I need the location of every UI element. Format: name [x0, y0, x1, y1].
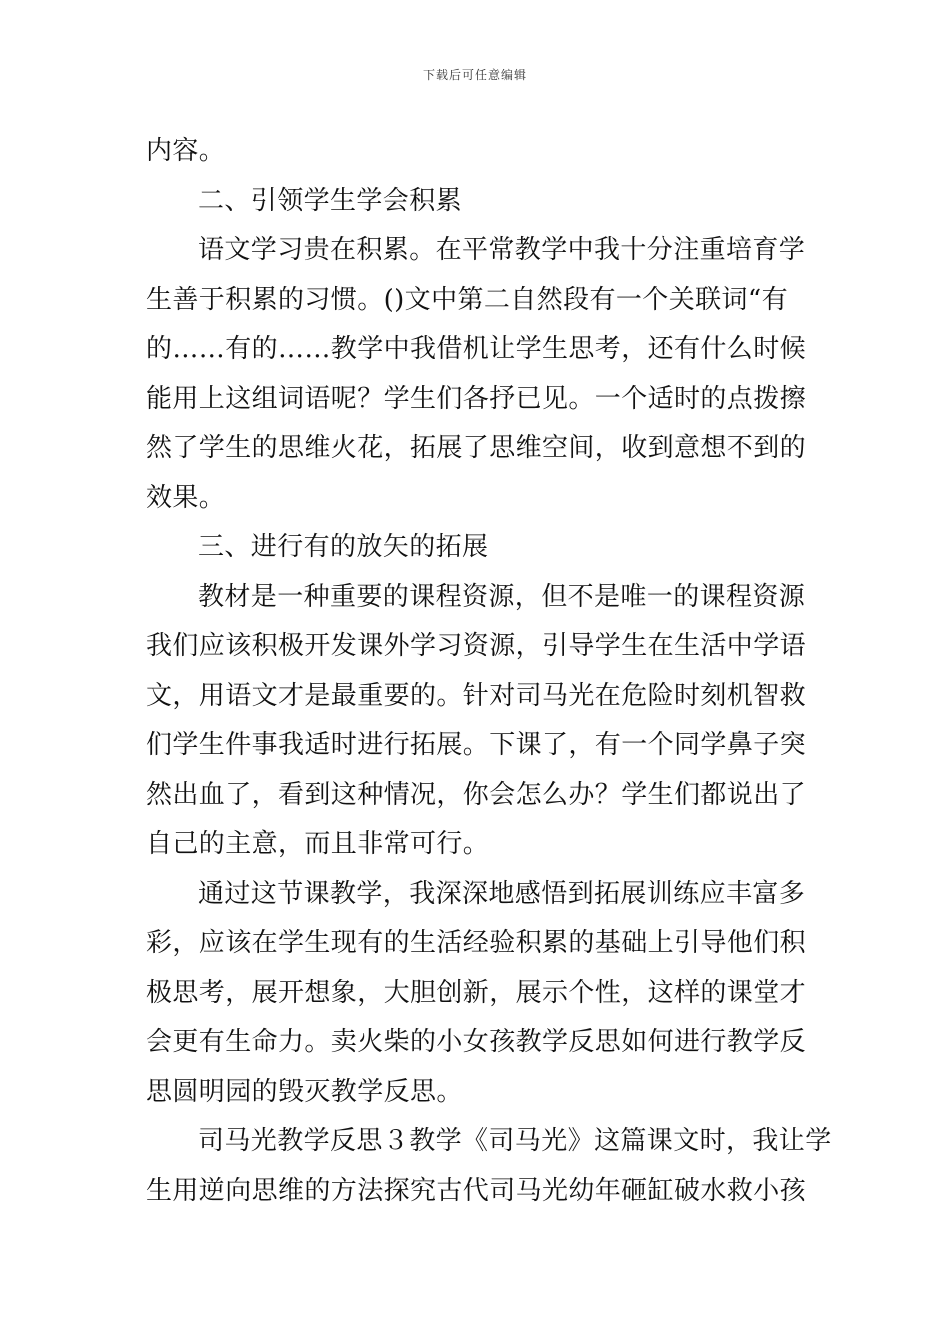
text-line: 通过这节课教学，我深深地感悟到拓展训练应丰富多 — [198, 878, 806, 909]
text-line: 然了学生的思维火花，拓展了思维空间，收到意想不到的 — [146, 433, 807, 463]
text-line: 能用上这组词语呢？学生们各抒已见。一个适时的点拨擦 — [146, 383, 807, 414]
text-line: 教材是一种重要的课程资源，但不是唯一的课程资源 — [198, 581, 806, 612]
text-line: 会更有生命力。卖火柴的小女孩教学反思如何进行教学反 — [146, 1027, 807, 1057]
text-line: 彩，应该在学生现有的生活经验积累的基础上引导他们积 — [146, 928, 807, 958]
document-body — [146, 127, 832, 1216]
text-line: 我们应该积极开发课外学习资源，引导学生在生活中学语 — [146, 631, 807, 661]
text-line: 文，用语文才是最重要的。针对司马光在危险时刻机智救 — [146, 680, 807, 711]
text-line: 效果。 — [146, 482, 226, 513]
text-line: 然出血了，看到这种情况，你会怎么办？学生们都说出了 — [146, 779, 807, 810]
section-heading: 三、进行有的放矢的拓展 — [198, 532, 489, 562]
text-line: 的……有的……教学中我借机让学生思考，还有什么时候 — [146, 334, 807, 364]
page-header: 下载后可任意编辑 — [422, 68, 527, 82]
section-heading: 二、引领学生学会积累 — [198, 185, 463, 216]
text-line: 极思考，展开想象，大胆创新，展示个性，这样的课堂才 — [146, 977, 807, 1008]
text-line: 内容。 — [146, 136, 226, 166]
text-line: 思圆明园的毁灭教学反思。 — [146, 1076, 463, 1107]
text-line: 生用逆向思维的方法探究古代司马光幼年砸缸破水救小孩 — [146, 1175, 807, 1206]
text-line: 自己的主意，而且非常可行。 — [146, 829, 490, 859]
text-line: 司马光教学反思３教学《司马光》这篇课文时，我让学 — [198, 1126, 832, 1156]
text-line: 生善于积累的习惯。()文中第二自然段有一个关联词“有 — [146, 284, 788, 315]
text-line: 语文学习贵在积累。在平常教学中我十分注重培育学 — [198, 235, 806, 265]
text-line: 们学生件事我适时进行拓展。下课了，有一个同学鼻子突 — [146, 730, 807, 760]
